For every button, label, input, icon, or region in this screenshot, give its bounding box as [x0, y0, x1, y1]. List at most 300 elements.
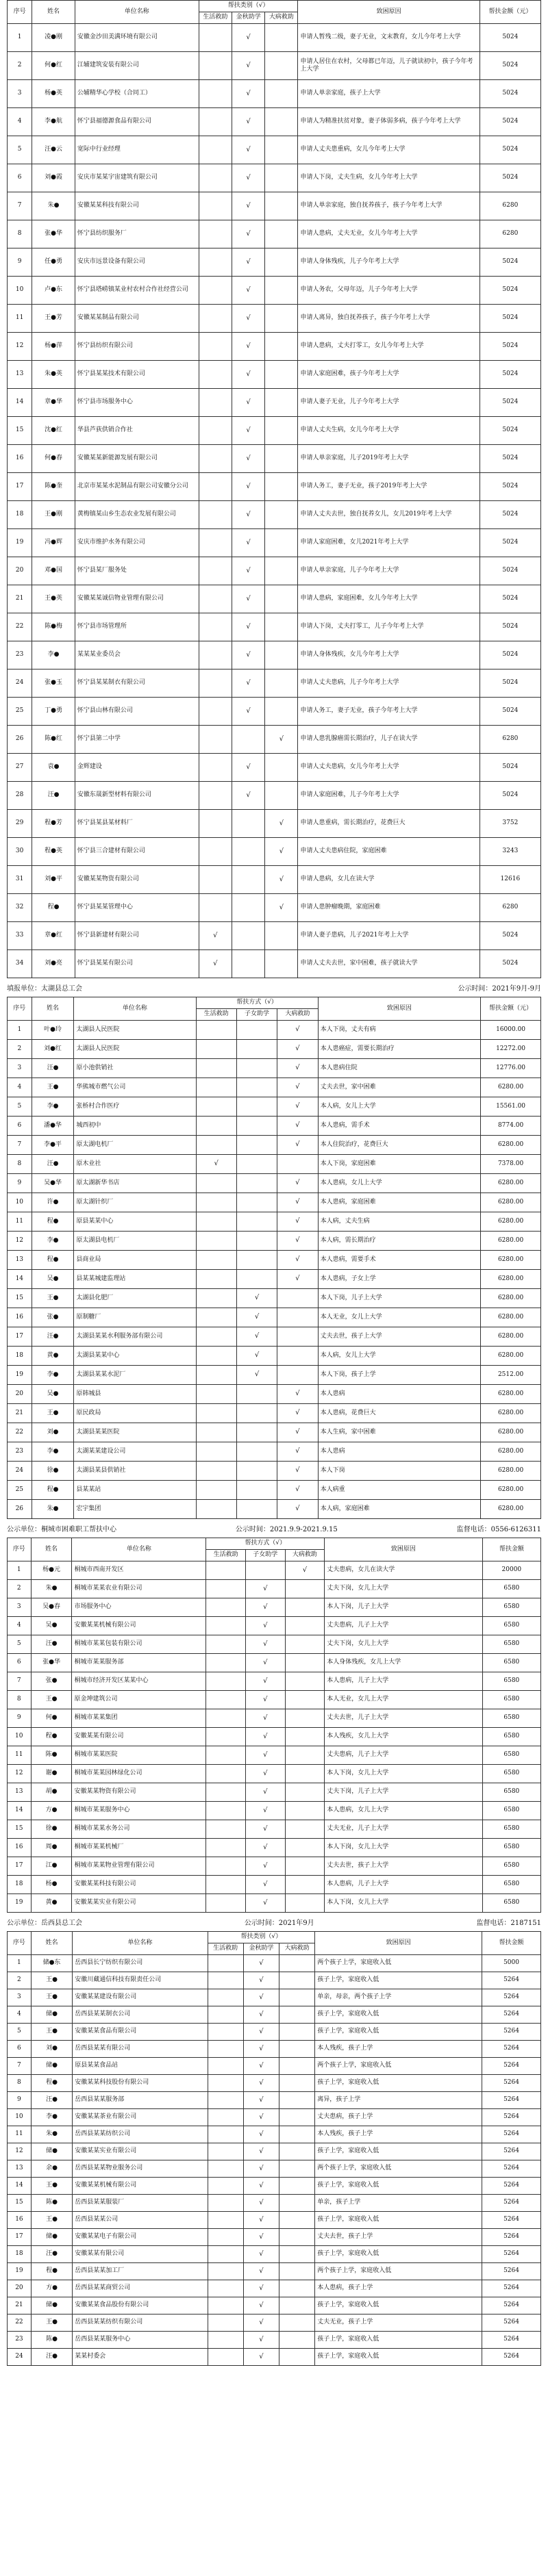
cell-amount: 5264	[482, 2178, 541, 2195]
cell-check-mark: √	[243, 2229, 279, 2246]
cell-check-mark	[199, 613, 232, 641]
cell-amount: 16000.00	[481, 1021, 541, 1040]
cell-name: 程●英	[32, 838, 75, 866]
cell-reason: 孩子上学，家庭收入低	[315, 2075, 482, 2092]
table-row	[8, 810, 541, 838]
cell-check-mark	[265, 361, 298, 389]
cell-reason: 孩子上学，家庭收入低	[315, 2349, 482, 2366]
cell-unit: 安徽某某实业有限公司	[73, 2143, 208, 2160]
cell-check-mark: √	[245, 1728, 285, 1746]
cell-seq: 23	[8, 641, 32, 669]
cell-amount: 6580	[482, 1691, 540, 1709]
cell-reason: 孩子上学，家庭收入低	[315, 2332, 482, 2349]
cell-unit: 金辉建设	[75, 754, 199, 782]
cell-amount: 5024	[480, 782, 540, 810]
cell-unit: 桐城市某某机械厂	[72, 1839, 206, 1857]
cell-check-mark: √	[245, 1654, 285, 1672]
cell-seq: 1	[8, 1955, 32, 1972]
cell-check-mark	[279, 2349, 315, 2366]
cell-unit: 安徽某某食品股份有限公司	[73, 2297, 208, 2314]
cell-check-mark: √	[236, 1366, 277, 1385]
cell-seq: 28	[8, 782, 32, 810]
table-row	[8, 2349, 541, 2366]
cell-amount: 5024	[480, 501, 540, 529]
cell-check-mark	[265, 922, 298, 950]
cell-check-mark	[206, 1580, 246, 1598]
cell-reason: 本人病，家庭困难	[318, 1500, 481, 1519]
cell-unit: 县某某站	[74, 1481, 196, 1500]
cell-check-mark	[236, 1442, 277, 1462]
cell-unit: 怀宁县纺织服务厂	[75, 220, 199, 248]
aid-table	[7, 997, 541, 1519]
cell-name: 冯●辉	[32, 529, 75, 557]
cell-seq: 15	[8, 417, 32, 445]
cell-reason: 申请人丈夫去世，独自抚养女儿，女儿2019年考上大学	[298, 501, 480, 529]
cell-amount: 5024	[480, 613, 540, 641]
cell-check-mark	[279, 2195, 315, 2212]
cell-check-mark: √	[277, 1481, 318, 1500]
cell-seq: 13	[8, 361, 32, 389]
cell-name: 张●	[31, 1672, 72, 1691]
cell-unit: 太湖县人民医院	[74, 1021, 196, 1040]
cell-check-mark: √	[245, 1820, 285, 1839]
cell-check-mark	[285, 1635, 325, 1654]
cell-unit: 原太湖县电机厂	[74, 1232, 196, 1251]
cell-name: 吴●	[32, 1385, 74, 1404]
cell-name: 卢●东	[32, 277, 75, 305]
section-s4	[0, 1917, 548, 2366]
table-row	[8, 641, 541, 669]
cell-reason: 本人下岗	[318, 1462, 481, 1481]
cell-seq: 15	[8, 1820, 32, 1839]
cell-reason: 两个孩子上学，家庭收入低	[315, 2263, 482, 2280]
cell-unit: 安徽某某电子有限公司	[73, 2229, 208, 2246]
cell-check-mark	[236, 1078, 277, 1097]
table-row	[8, 1270, 541, 1289]
cell-seq: 32	[8, 894, 32, 922]
cell-name: 许●	[32, 1193, 74, 1212]
cell-check-mark	[285, 1894, 325, 1913]
cell-amount: 5024	[480, 52, 540, 80]
cell-name: 汪●	[31, 2246, 72, 2263]
cell-name: 章●红	[32, 922, 75, 950]
cell-reason: 本人患病，子女上学	[318, 1270, 481, 1289]
cell-unit: 怀宁县纺织有限公司	[75, 333, 199, 361]
cell-reason: 申请人单亲家庭，孩子上大学	[298, 80, 480, 108]
cell-reason: 申请人身体残疾，女儿今年考上大学	[298, 641, 480, 669]
cell-amount: 5024	[480, 136, 540, 164]
cell-amount: 6580	[482, 1728, 540, 1746]
cell-amount: 6580	[482, 1802, 540, 1820]
cell-name: 陈●奎	[32, 473, 75, 501]
header-seq: 序号	[8, 1, 32, 24]
cell-name: 李●航	[32, 108, 75, 136]
cell-name: 汪●	[32, 1059, 74, 1078]
cell-check-mark	[285, 1617, 325, 1635]
cell-reason: 申请人为精准扶贫对象，妻子体弱多病，孩子今年考上大学	[298, 108, 480, 136]
cell-seq: 21	[8, 1404, 32, 1423]
cell-amount: 20000	[482, 1561, 540, 1580]
cell-name: 李●	[32, 1232, 74, 1251]
table-row	[8, 389, 541, 417]
cell-check-mark	[199, 164, 232, 192]
cell-check-mark	[199, 80, 232, 108]
cell-seq: 26	[8, 726, 32, 754]
cell-check-mark	[236, 1117, 277, 1136]
cell-unit: 岳西县某某加工厂	[73, 2263, 208, 2280]
cell-check-mark	[265, 220, 298, 248]
cell-check-mark	[208, 2297, 243, 2314]
table-row	[8, 1040, 541, 1059]
cell-name: 程●	[32, 1481, 74, 1500]
table-row	[8, 1289, 541, 1308]
cell-seq: 16	[8, 445, 32, 473]
cell-check-mark	[196, 1270, 236, 1289]
cell-check-mark	[208, 2349, 243, 2366]
cell-reason: 申请人患病，女儿在读大学	[298, 866, 480, 894]
cell-check-mark: √	[232, 585, 264, 613]
cell-name: 王●英	[32, 585, 75, 613]
table-row	[8, 1955, 541, 1972]
cell-name: 陈●红	[32, 726, 75, 754]
cell-unit: 安徽金沙田美满环境有限公司	[75, 24, 199, 52]
table-row	[8, 1155, 541, 1174]
cell-seq: 12	[8, 333, 32, 361]
cell-check-mark: √	[285, 1561, 325, 1580]
cell-amount: 5024	[480, 557, 540, 585]
cell-unit: 安徽某某制品有限公司	[75, 305, 199, 333]
cell-unit: 原县某某中心	[74, 1212, 196, 1232]
table-row	[8, 1654, 541, 1672]
cell-unit: 怀宁县第二中学	[75, 726, 199, 754]
table-row	[8, 2263, 541, 2280]
cell-reason: 本人患病，女儿上大学	[325, 1802, 482, 1820]
header-seq: 序号	[8, 997, 32, 1021]
cell-amount: 6580	[482, 1635, 540, 1654]
cell-check-mark: √	[243, 2160, 279, 2178]
cell-check-mark: √	[232, 754, 264, 782]
header-help-col: 生活救助	[199, 12, 232, 24]
cell-check-mark	[206, 1728, 246, 1746]
cell-check-mark: √	[245, 1876, 285, 1894]
cell-amount: 5264	[482, 1989, 541, 2006]
cell-check-mark: √	[232, 24, 264, 52]
cell-unit: 怀宁县福德源食品有限公司	[75, 108, 199, 136]
cell-check-mark	[208, 2229, 243, 2246]
cell-seq: 2	[8, 1040, 32, 1059]
cell-check-mark: √	[277, 1462, 318, 1481]
cell-check-mark: √	[245, 1580, 285, 1598]
cell-name: 储●	[31, 2143, 72, 2160]
cell-reason: 孩子上学，家庭收入低	[315, 2006, 482, 2024]
cell-name: 汪●	[32, 1155, 74, 1174]
cell-reason: 申请人妻子患病，儿子2021年考上大学	[298, 922, 480, 950]
cell-amount: 5264	[482, 2349, 541, 2366]
cell-amount: 6280.00	[481, 1500, 541, 1519]
cell-seq: 6	[8, 2041, 32, 2058]
cell-reason: 本人病，丈夫生病	[318, 1212, 481, 1232]
cell-check-mark	[199, 866, 232, 894]
table-row	[8, 838, 541, 866]
table-row	[8, 1894, 541, 1913]
cell-name: 何●	[31, 1709, 72, 1728]
cell-name: 李●平	[32, 1136, 74, 1155]
cell-check-mark	[277, 1327, 318, 1347]
section-s1	[0, 0, 548, 978]
cell-check-mark: √	[243, 1955, 279, 1972]
cell-amount: 6280.00	[481, 1232, 541, 1251]
cell-amount: 6580	[482, 1617, 540, 1635]
cell-check-mark	[199, 248, 232, 277]
cell-seq: 25	[8, 1481, 32, 1500]
cell-check-mark	[279, 1972, 315, 1989]
cell-check-mark	[206, 1709, 246, 1728]
cell-check-mark	[208, 2126, 243, 2143]
cell-unit: 原太湖针织厂	[74, 1193, 196, 1212]
cell-check-mark	[199, 529, 232, 557]
cell-reason: 孩子上学，家庭收入低	[315, 2246, 482, 2263]
cell-name: 储●	[31, 2058, 72, 2075]
cell-check-mark: √	[265, 866, 298, 894]
cell-seq: 14	[8, 1802, 32, 1820]
cell-check-mark	[265, 529, 298, 557]
cell-check-mark	[265, 585, 298, 613]
cell-name: 何●红	[32, 52, 75, 80]
cell-amount: 5264	[482, 2314, 541, 2332]
cell-reason: 本人患病，孩子上学	[315, 2280, 482, 2297]
cell-seq: 33	[8, 922, 32, 950]
cell-amount: 5024	[480, 277, 540, 305]
cell-check-mark	[279, 2332, 315, 2349]
table-row	[8, 2297, 541, 2314]
cell-check-mark	[265, 417, 298, 445]
cell-check-mark	[236, 1462, 277, 1481]
table-row	[8, 501, 541, 529]
cell-check-mark	[208, 2332, 243, 2349]
cell-check-mark	[285, 1709, 325, 1728]
cell-check-mark: √	[277, 1500, 318, 1519]
cell-name: 李●	[32, 1442, 74, 1462]
cell-check-mark	[236, 1500, 277, 1519]
cell-amount: 6280	[480, 894, 540, 922]
cell-unit: 桐城市西南开发区	[72, 1561, 206, 1580]
cell-check-mark	[199, 698, 232, 726]
cell-amount: 5264	[482, 2263, 541, 2280]
cell-reason: 丈夫无业，儿子上大学	[325, 1820, 482, 1839]
cell-check-mark	[208, 2006, 243, 2024]
cell-amount: 5024	[480, 669, 540, 698]
cell-amount: 6280.00	[481, 1481, 541, 1500]
cell-check-mark	[206, 1598, 246, 1617]
cell-check-mark	[245, 1561, 285, 1580]
cell-check-mark	[265, 52, 298, 80]
cell-unit: 安徽某某物资有限公司	[72, 1783, 206, 1802]
cell-name: 黄●	[32, 1347, 74, 1366]
cell-reason: 本人患病，儿子上大学	[325, 1672, 482, 1691]
cell-seq: 11	[8, 1212, 32, 1232]
cell-amount: 6280.00	[481, 1462, 541, 1481]
table-row	[8, 1308, 541, 1327]
cell-reason: 单亲，母亲，两个孩子上学	[315, 1989, 482, 2006]
header-unit: 单位名称	[72, 1538, 206, 1561]
cell-unit: 安庆市维护水务有限公司	[75, 529, 199, 557]
cell-check-mark	[279, 2280, 315, 2297]
cell-check-mark	[285, 1876, 325, 1894]
cell-check-mark: √	[265, 838, 298, 866]
header-name: 姓名	[32, 997, 74, 1021]
cell-name: 朱●英	[32, 361, 75, 389]
cell-reason: 本人无业，女儿上大学	[318, 1308, 481, 1327]
cell-amount: 5024	[480, 389, 540, 417]
table-row	[8, 782, 541, 810]
cell-check-mark	[265, 136, 298, 164]
cell-amount: 3243	[480, 838, 540, 866]
cell-amount: 6280	[480, 192, 540, 220]
cell-check-mark	[196, 1174, 236, 1193]
header-help-group: 帮扶类别（√）	[199, 1, 298, 12]
cell-amount: 5024	[480, 529, 540, 557]
cell-check-mark	[208, 2314, 243, 2332]
cell-check-mark	[196, 1059, 236, 1078]
cell-reason: 申请人务农，父母年迈，儿子今年考上大学	[298, 277, 480, 305]
cell-name: 沈●红	[32, 417, 75, 445]
cell-check-mark	[285, 1857, 325, 1876]
header-row	[8, 1932, 541, 1943]
table-row	[8, 1783, 541, 1802]
cell-name: 邓●国	[32, 557, 75, 585]
cell-name: 王●芳	[32, 305, 75, 333]
cell-unit: 公辅精华心学校（合同工）	[75, 80, 199, 108]
cell-check-mark	[279, 2178, 315, 2195]
cell-amount: 5264	[482, 2229, 541, 2246]
cell-reason: 本人下岗，女儿上大学	[325, 1894, 482, 1913]
cell-check-mark: √	[232, 417, 264, 445]
cell-amount: 6280.00	[481, 1289, 541, 1308]
cell-reason: 两个孩子上学，家庭收入低	[315, 2160, 482, 2178]
cell-amount: 5024	[480, 473, 540, 501]
cell-check-mark: √	[277, 1021, 318, 1040]
cell-name: 吴●	[31, 1617, 72, 1635]
cell-seq: 13	[8, 2160, 32, 2178]
cell-unit: 怀宁县塔崂镇某业村农村合作社经营公司	[75, 277, 199, 305]
cell-name: 程●	[31, 1728, 72, 1746]
cell-check-mark	[265, 557, 298, 585]
cell-unit: 原太湖电机厂	[74, 1136, 196, 1155]
cell-amount: 5024	[480, 754, 540, 782]
cell-seq: 3	[8, 1989, 32, 2006]
cell-check-mark	[279, 2041, 315, 2058]
cell-reason: 申请人家庭困难，孩子今年考上大学	[298, 361, 480, 389]
cell-name: 刘●红	[32, 1040, 74, 1059]
cell-check-mark	[199, 52, 232, 80]
cell-reason: 本人残疾，孩子上学	[315, 2126, 482, 2143]
cell-seq: 10	[8, 277, 32, 305]
cell-seq: 8	[8, 220, 32, 248]
cell-unit: 太湖某某建设公司	[74, 1442, 196, 1462]
cell-amount: 5264	[482, 1972, 541, 1989]
cell-name: 谢●	[31, 1765, 72, 1783]
cell-reason: 丈夫下岗，女儿上大学	[325, 1580, 482, 1598]
cell-check-mark	[279, 2006, 315, 2024]
cell-check-mark	[285, 1839, 325, 1857]
cell-reason: 申请人妻子无业，儿子今年考上大学	[298, 389, 480, 417]
cell-check-mark: √	[243, 1989, 279, 2006]
cell-check-mark	[199, 838, 232, 866]
cell-amount: 5024	[480, 361, 540, 389]
cell-check-mark	[196, 1097, 236, 1117]
cell-check-mark	[236, 1097, 277, 1117]
cell-check-mark	[265, 754, 298, 782]
cell-reason: 本人患病，需要手术	[318, 1251, 481, 1270]
cell-seq: 26	[8, 1500, 32, 1519]
cell-seq: 24	[8, 1462, 32, 1481]
cell-reason: 申请人身体残疾，儿子今年考上大学	[298, 248, 480, 277]
cell-seq: 8	[8, 1155, 32, 1174]
table-row	[8, 1839, 541, 1857]
cell-reason: 本人下岗，丈夫有病	[318, 1021, 481, 1040]
cell-name: 储●东	[31, 1955, 72, 1972]
cell-name: 程●	[31, 2075, 72, 2092]
header-help-col: 大病救助	[285, 1550, 325, 1561]
cell-check-mark	[206, 1839, 246, 1857]
cell-amount: 6580	[482, 1839, 540, 1857]
cell-amount: 6580	[482, 1709, 540, 1728]
cell-reason: 本人患病，需手术	[318, 1117, 481, 1136]
cell-name: 汪●	[31, 2349, 72, 2366]
cell-seq: 17	[8, 473, 32, 501]
table-row	[8, 1232, 541, 1251]
cell-check-mark	[236, 1423, 277, 1442]
cell-reason: 离异，孩子上学	[315, 2092, 482, 2109]
cell-seq: 5	[8, 136, 32, 164]
cell-reason: 丈夫下岗，儿子上大学	[325, 1783, 482, 1802]
table-row	[8, 866, 541, 894]
cell-unit: 安徽某某诚信物业管理有限公司	[75, 585, 199, 613]
cell-reason: 本人无业，女儿上大学	[325, 1691, 482, 1709]
cell-seq: 23	[8, 1442, 32, 1462]
cell-seq: 24	[8, 2349, 32, 2366]
cell-unit: 张桥村合作医疗	[74, 1097, 196, 1117]
cell-name: 王●	[31, 2178, 72, 2195]
cell-seq: 4	[8, 1617, 32, 1635]
cell-check-mark	[206, 1672, 246, 1691]
cell-name: 江●	[31, 1857, 72, 1876]
header-help-group: 帮扶类别（√）	[208, 1932, 315, 1943]
cell-check-mark	[206, 1617, 246, 1635]
cell-amount: 5264	[482, 2297, 541, 2314]
cell-check-mark	[265, 24, 298, 52]
cell-name: 杨●英	[32, 80, 75, 108]
cell-unit: 原民政局	[74, 1404, 196, 1423]
cell-reason: 申请人下岗，丈夫生病，女儿今年考上大学	[298, 164, 480, 192]
cell-check-mark: √	[277, 1212, 318, 1232]
cell-seq: 19	[8, 529, 32, 557]
cell-check-mark	[279, 2212, 315, 2229]
table-row	[8, 2092, 541, 2109]
cell-seq: 7	[8, 1672, 32, 1691]
cell-check-mark: √	[277, 1117, 318, 1136]
cell-reason: 本人病，需长期治疗	[318, 1232, 481, 1251]
header-help-group: 帮扶方式（√）	[206, 1538, 325, 1550]
cell-check-mark	[236, 1174, 277, 1193]
cell-name: 朱●	[31, 2126, 72, 2143]
table-row	[8, 1193, 541, 1212]
cell-check-mark	[208, 1955, 243, 1972]
cell-name: 叶●玲	[32, 1021, 74, 1040]
cell-check-mark	[199, 726, 232, 754]
cell-check-mark	[208, 2058, 243, 2075]
cell-reason: 申请人下岗，丈夫打零工，儿子今年考上大学	[298, 613, 480, 641]
